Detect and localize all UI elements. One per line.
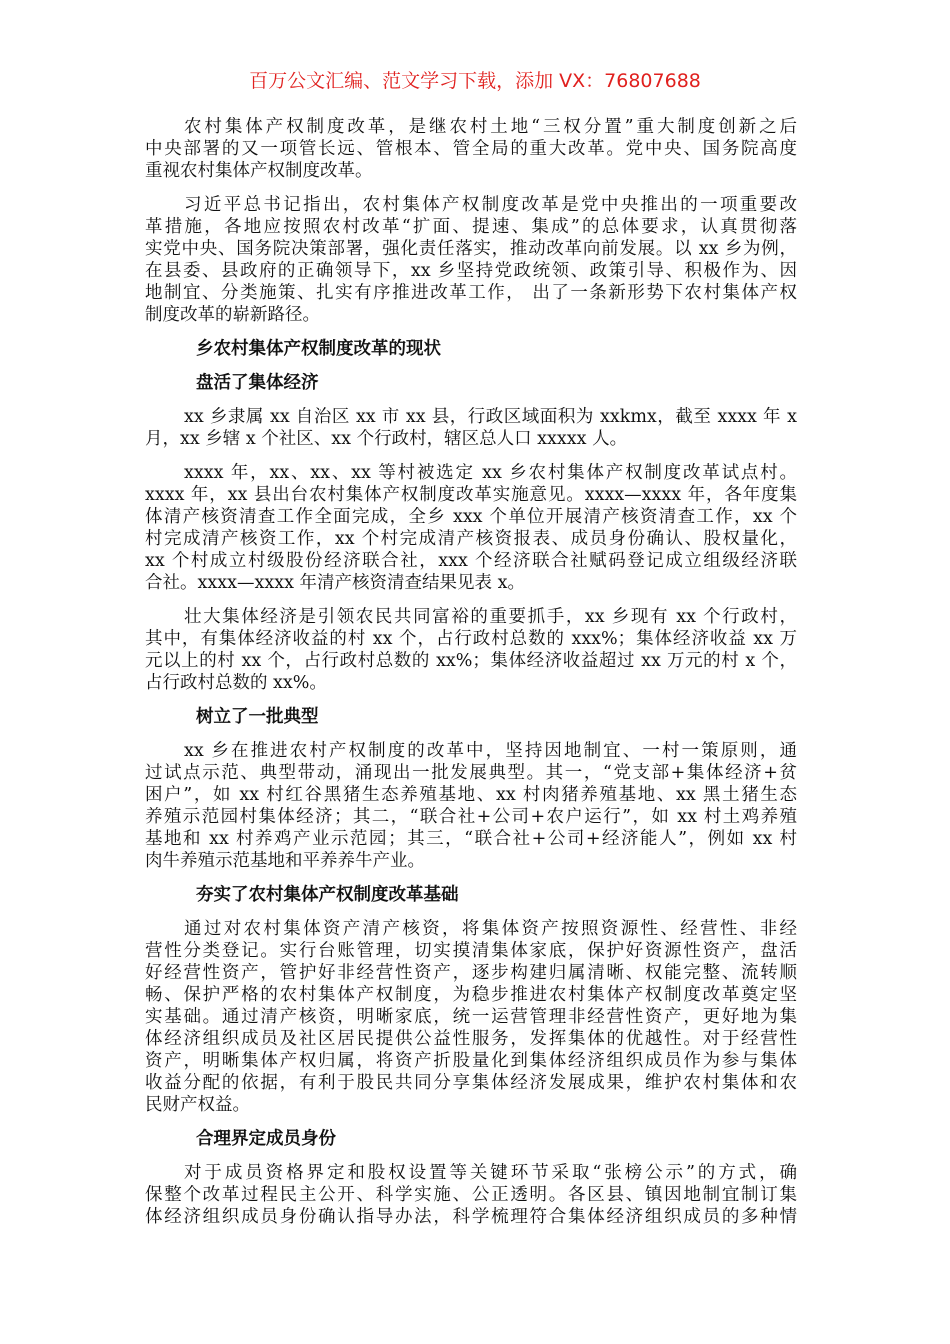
text-line: 在县委、县政府的正确领导下，xx 乡坚持党政统领、政策引导、积极作为、因 xyxy=(145,261,797,281)
text-line: 困户”，如 xx 村红谷黑猪生态养殖基地、xx 村肉猪养殖基地、xx 黑土猪生态 xyxy=(145,785,797,805)
section-heading: 盘活了集体经济 xyxy=(196,373,319,393)
text-line: 体经济组织成员及社区居民提供公益性服务，发挥集体的优越性。对于经营性 xyxy=(145,1029,797,1049)
text-line: 通过对农村集体资产清产核资，将集体资产按照资源性、经营性、非经 xyxy=(184,919,797,939)
section-heading: 夯实了农村集体产权制度改革基础 xyxy=(196,885,459,905)
text-line: 营性分类登记。实行台账管理，切实摸清集体家底，保护好资源性资产，盘活 xyxy=(145,941,797,961)
text-line: 体清产核资清查工作全面完成，全乡 xxx 个单位开展清产核资清查工作，xx 个 xyxy=(145,507,797,527)
text-line: 壮大集体经济是引领农民共同富裕的重要抓手，xx 乡现有 xx 个行政村， xyxy=(184,607,797,627)
text-line: 占行政村总数的 xx%。 xyxy=(145,673,327,693)
text-line: 农村集体产权制度改革，是继农村土地“三权分置”重大制度创新之后 xyxy=(184,117,797,137)
text-line: xx 乡隶属 xx 自治区 xx 市 xx 县，行政区域面积为 xxkmx，截至 xxxx 年 x xyxy=(184,407,797,427)
text-line: 实党中央、国务院决策部署，强化责任落实，推动改革向前发展。以 xx 乡为例， xyxy=(145,239,797,259)
text-line: 习近平总书记指出，农村集体产权制度改革是党中央推出的一项重要改 xyxy=(184,195,797,215)
document-body xyxy=(145,116,797,1240)
text-line: 过试点示范、典型带动，涌现出一批发展典型。其一，“党支部+集体经济+贫 xyxy=(145,763,797,783)
section-heading: 乡农村集体产权制度改革的现状 xyxy=(196,339,441,359)
text-line: 对于成员资格界定和股权设置等关键环节采取“张榜公示”的方式，确 xyxy=(184,1163,797,1183)
text-line: 革措施，各地应按照农村改革“扩面、提速、集成”的总体要求，认真贯彻落 xyxy=(145,217,797,237)
text-line: 肉牛养殖示范基地和平养养牛产业。 xyxy=(145,851,425,871)
paragraph xyxy=(145,116,797,182)
paragraph xyxy=(145,194,797,326)
text-line: 地制宜、分类施策、扎实有序推进改革工作， 出了一条新形势下农村集体产权 xyxy=(145,283,797,303)
text-line: 好经营性资产，管护好非经营性资产，逐步构建归属清晰、权能完整、流转顺 xyxy=(145,963,797,983)
text-line: xxxx 年，xx 县出台农村集体产权制度改革实施意见。xxxx—xxxx 年，各年度集 xyxy=(145,485,797,505)
text-line: 体经济组织成员身份确认指导办法，科学梳理符合集体经济组织成员的多种情 xyxy=(145,1207,797,1227)
section-heading: 合理界定成员身份 xyxy=(196,1129,336,1149)
watermark-banner: 百万公文汇编、范文学习下载，添加 VX：76807688 xyxy=(249,70,701,92)
text-line: 元以上的村 xx 个，占行政村总数的 xx%；集体经济收益超过 xx 万元的村 x 个， xyxy=(145,651,797,671)
text-line: xx 个村成立村级股份经济联合社，xxx 个经济联合社赋码登记成立组级经济联 xyxy=(145,551,797,571)
text-line: 实基础。通过清产核资，明晰家底，统一运营管理非经营性资产，更好地为集 xyxy=(145,1007,797,1027)
text-line: 保整个改革过程民主公开、科学实施、公正透明。各区县、镇因地制宜制订集 xyxy=(145,1185,797,1205)
text-line: 资产，明晰集体产权归属，将资产折股量化到集体经济组织成员作为参与集体 xyxy=(145,1051,797,1071)
text-line: 制度改革的崭新路径。 xyxy=(145,305,320,325)
text-line: 其中，有集体经济收益的村 xx 个，占行政村总数的 xxx%；集体经济收益 xx 万 xyxy=(145,629,797,649)
text-line: 畅、保护严格的农村集体产权制度，为稳步推进农村集体产权制度改革奠定坚 xyxy=(145,985,797,1005)
paragraph xyxy=(145,606,797,694)
section-heading: 树立了一批典型 xyxy=(196,707,319,727)
text-line: xx 乡在推进农村产权制度的改革中，坚持因地制宜、一村一策原则，通 xyxy=(184,741,797,761)
paragraph xyxy=(145,740,797,872)
text-line: 民财产权益。 xyxy=(145,1095,250,1115)
paragraph xyxy=(145,1162,797,1228)
text-line: 中央部署的又一项管长远、管根本、管全局的重大改革。党中央、国务院高度 xyxy=(145,139,797,159)
text-line: 重视农村集体产权制度改革。 xyxy=(145,161,373,181)
text-line: 村完成清产核资工作，xx 个村完成清产核资报表、成员身份确认、股权量化， xyxy=(145,529,797,549)
text-line: 养殖示范园村集体经济；其二，“联合社+公司+农户运行”，如 xx 村土鸡养殖 xyxy=(145,807,797,827)
text-line: 月，xx 乡辖 x 个社区、xx 个行政村，辖区总人口 xxxxx 人。 xyxy=(145,429,628,449)
text-line: 合社。xxxx—xxxx 年清产核资清查结果见表 x。 xyxy=(145,573,525,593)
text-line: 收益分配的依据，有利于股民共同分享集体经济发展成果，维护农村集体和农 xyxy=(145,1073,797,1093)
paragraph xyxy=(145,462,797,594)
paragraph xyxy=(145,918,797,1116)
text-line: xxxx 年，xx、xx、xx 等村被选定 xx 乡农村集体产权制度改革试点村。 xyxy=(184,463,797,483)
text-line: 基地和 xx 村养鸡产业示范园；其三，“联合社+公司+经济能人”，例如 xx 村 xyxy=(145,829,797,849)
paragraph xyxy=(145,406,797,450)
